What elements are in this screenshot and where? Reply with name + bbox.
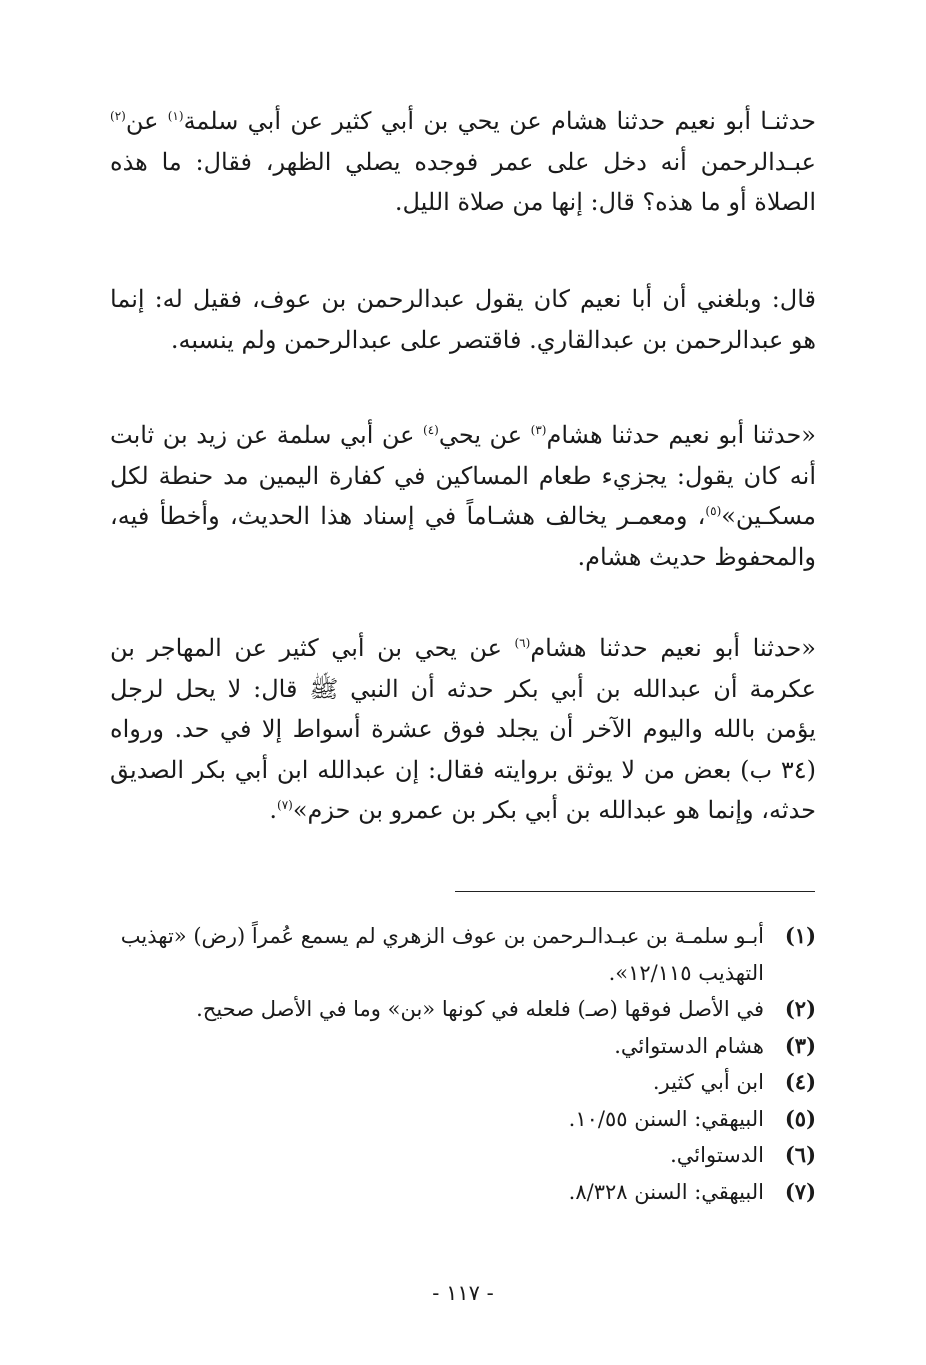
footnote-number: (٧) — [784, 1178, 816, 1204]
paragraph-text: عن يحي بن أبي كثير عن المهاجر بن عكرمة أن عبدالله بن أبي بكر حدثه أن النبي ﷺ قال: لا يحل لرجل يؤمن بالله واليوم الآخر أن يجلد فوق عشرة أسواط إلا في حد. ورواه (٣٤ ب) بعض من لا يوثق بروايته فقال: إن عبدالله ابن أبي بكر الصديق حدثه، وإنما هو عبدالله بن أبي بكر بن عمرو بن حزم» — [110, 634, 816, 824]
footnote-item — [110, 991, 816, 1028]
paragraph-text: عن يحي — [438, 421, 531, 449]
paragraph-text: عن أبي سلمة عن زيد بن ثابت أنه كان يقول: يجزيء طعام المساكين في كفارة اليمين مد حنطة لكل مسكـين» — [110, 421, 816, 530]
footnote-item — [110, 918, 816, 991]
paragraph-text: ، ومعمـر يخالف هشـاماً في إسناد هذا الحديث، وأخطأ فيه، والمحفوظ حديث هشام. — [110, 502, 816, 571]
footnote-text: الدستوائي. — [670, 1143, 764, 1167]
footnote-item — [110, 1174, 816, 1211]
footnote-item — [110, 1064, 816, 1101]
footnote-ref-7: (٧) — [277, 798, 293, 812]
footnote-ref-5: (٥) — [705, 504, 722, 518]
footnote-item — [110, 1101, 816, 1138]
paragraph-text: حدثنـا أبو نعيم حدثنا هشام عن يحي بن أبي كثير عن أبي سلمة — [183, 107, 817, 135]
footnote-number: (٤) — [784, 1069, 816, 1094]
paragraph-text: عن — [125, 107, 168, 135]
paragraph-text: قال: وبلغني أن أبا نعيم كان يقول عبدالرحمن بن عوف، فقيل له: إنما هو عبدالرحمن بن عبدالقاري. فاقتصر على عبدالرحمن ولم ينسبه. — [110, 285, 816, 354]
footnote-item — [110, 1028, 816, 1065]
footnote-text: هشام الدستوائي. — [614, 1033, 764, 1058]
footnote-ref-6: (٦) — [514, 636, 531, 650]
footnote-text: ابن أبي كثير. — [652, 1070, 764, 1094]
paragraph-text: عبـدالرحمن أنه دخل على عمر فوجده يصلي الظهر، فقال: ما هذه الصلاة أو ما هذه؟ قال: إنها من صلاة الليل. — [110, 147, 816, 216]
footnote-ref-2: (٢) — [110, 109, 126, 123]
page-number: - ١١٧ - — [432, 1281, 494, 1305]
paragraph-1 — [110, 101, 816, 223]
paragraph-text: . — [269, 796, 277, 824]
footnote-text: البيهقي: السنن ١٠/٥٥. — [568, 1106, 764, 1131]
paragraph-text: «حدثنا أبو نعيم حدثنا هشام — [546, 421, 816, 449]
footnote-ref-4: (٤) — [423, 423, 439, 437]
footnote-text: البيهقي: السنن ٨/٣٢٨. — [568, 1179, 764, 1204]
footnotes-list — [110, 918, 816, 1210]
footnote-number: (٥) — [784, 1105, 816, 1131]
footnote-text: أبـو سلمـة بن عبـدالـرحمن بن عوف الزهري لم يسمع عُمراً (رض) «تهذيب التهذيب ١٢/١١٥». — [120, 924, 764, 985]
paragraph-text: «حدثنا أبو نعيم حدثنا هشام — [530, 634, 816, 662]
footnote-item — [110, 1137, 816, 1174]
footnote-number: (٦) — [784, 1142, 816, 1167]
footnote-number: (١) — [784, 923, 816, 948]
paragraph-2 — [110, 279, 816, 360]
footnote-divider — [455, 891, 815, 892]
paragraph-4 — [110, 628, 816, 831]
footnote-number: (٣) — [784, 1032, 816, 1058]
footnote-ref-3: (٣) — [530, 423, 547, 437]
footnote-number: (٢) — [784, 996, 816, 1021]
footnote-text: في الأصل فوقها (صـ) فلعله في كونها «بن» وما في الأصل صحيح. — [196, 997, 764, 1021]
footnote-ref-1: (١) — [167, 109, 184, 123]
paragraph-3 — [110, 415, 816, 577]
